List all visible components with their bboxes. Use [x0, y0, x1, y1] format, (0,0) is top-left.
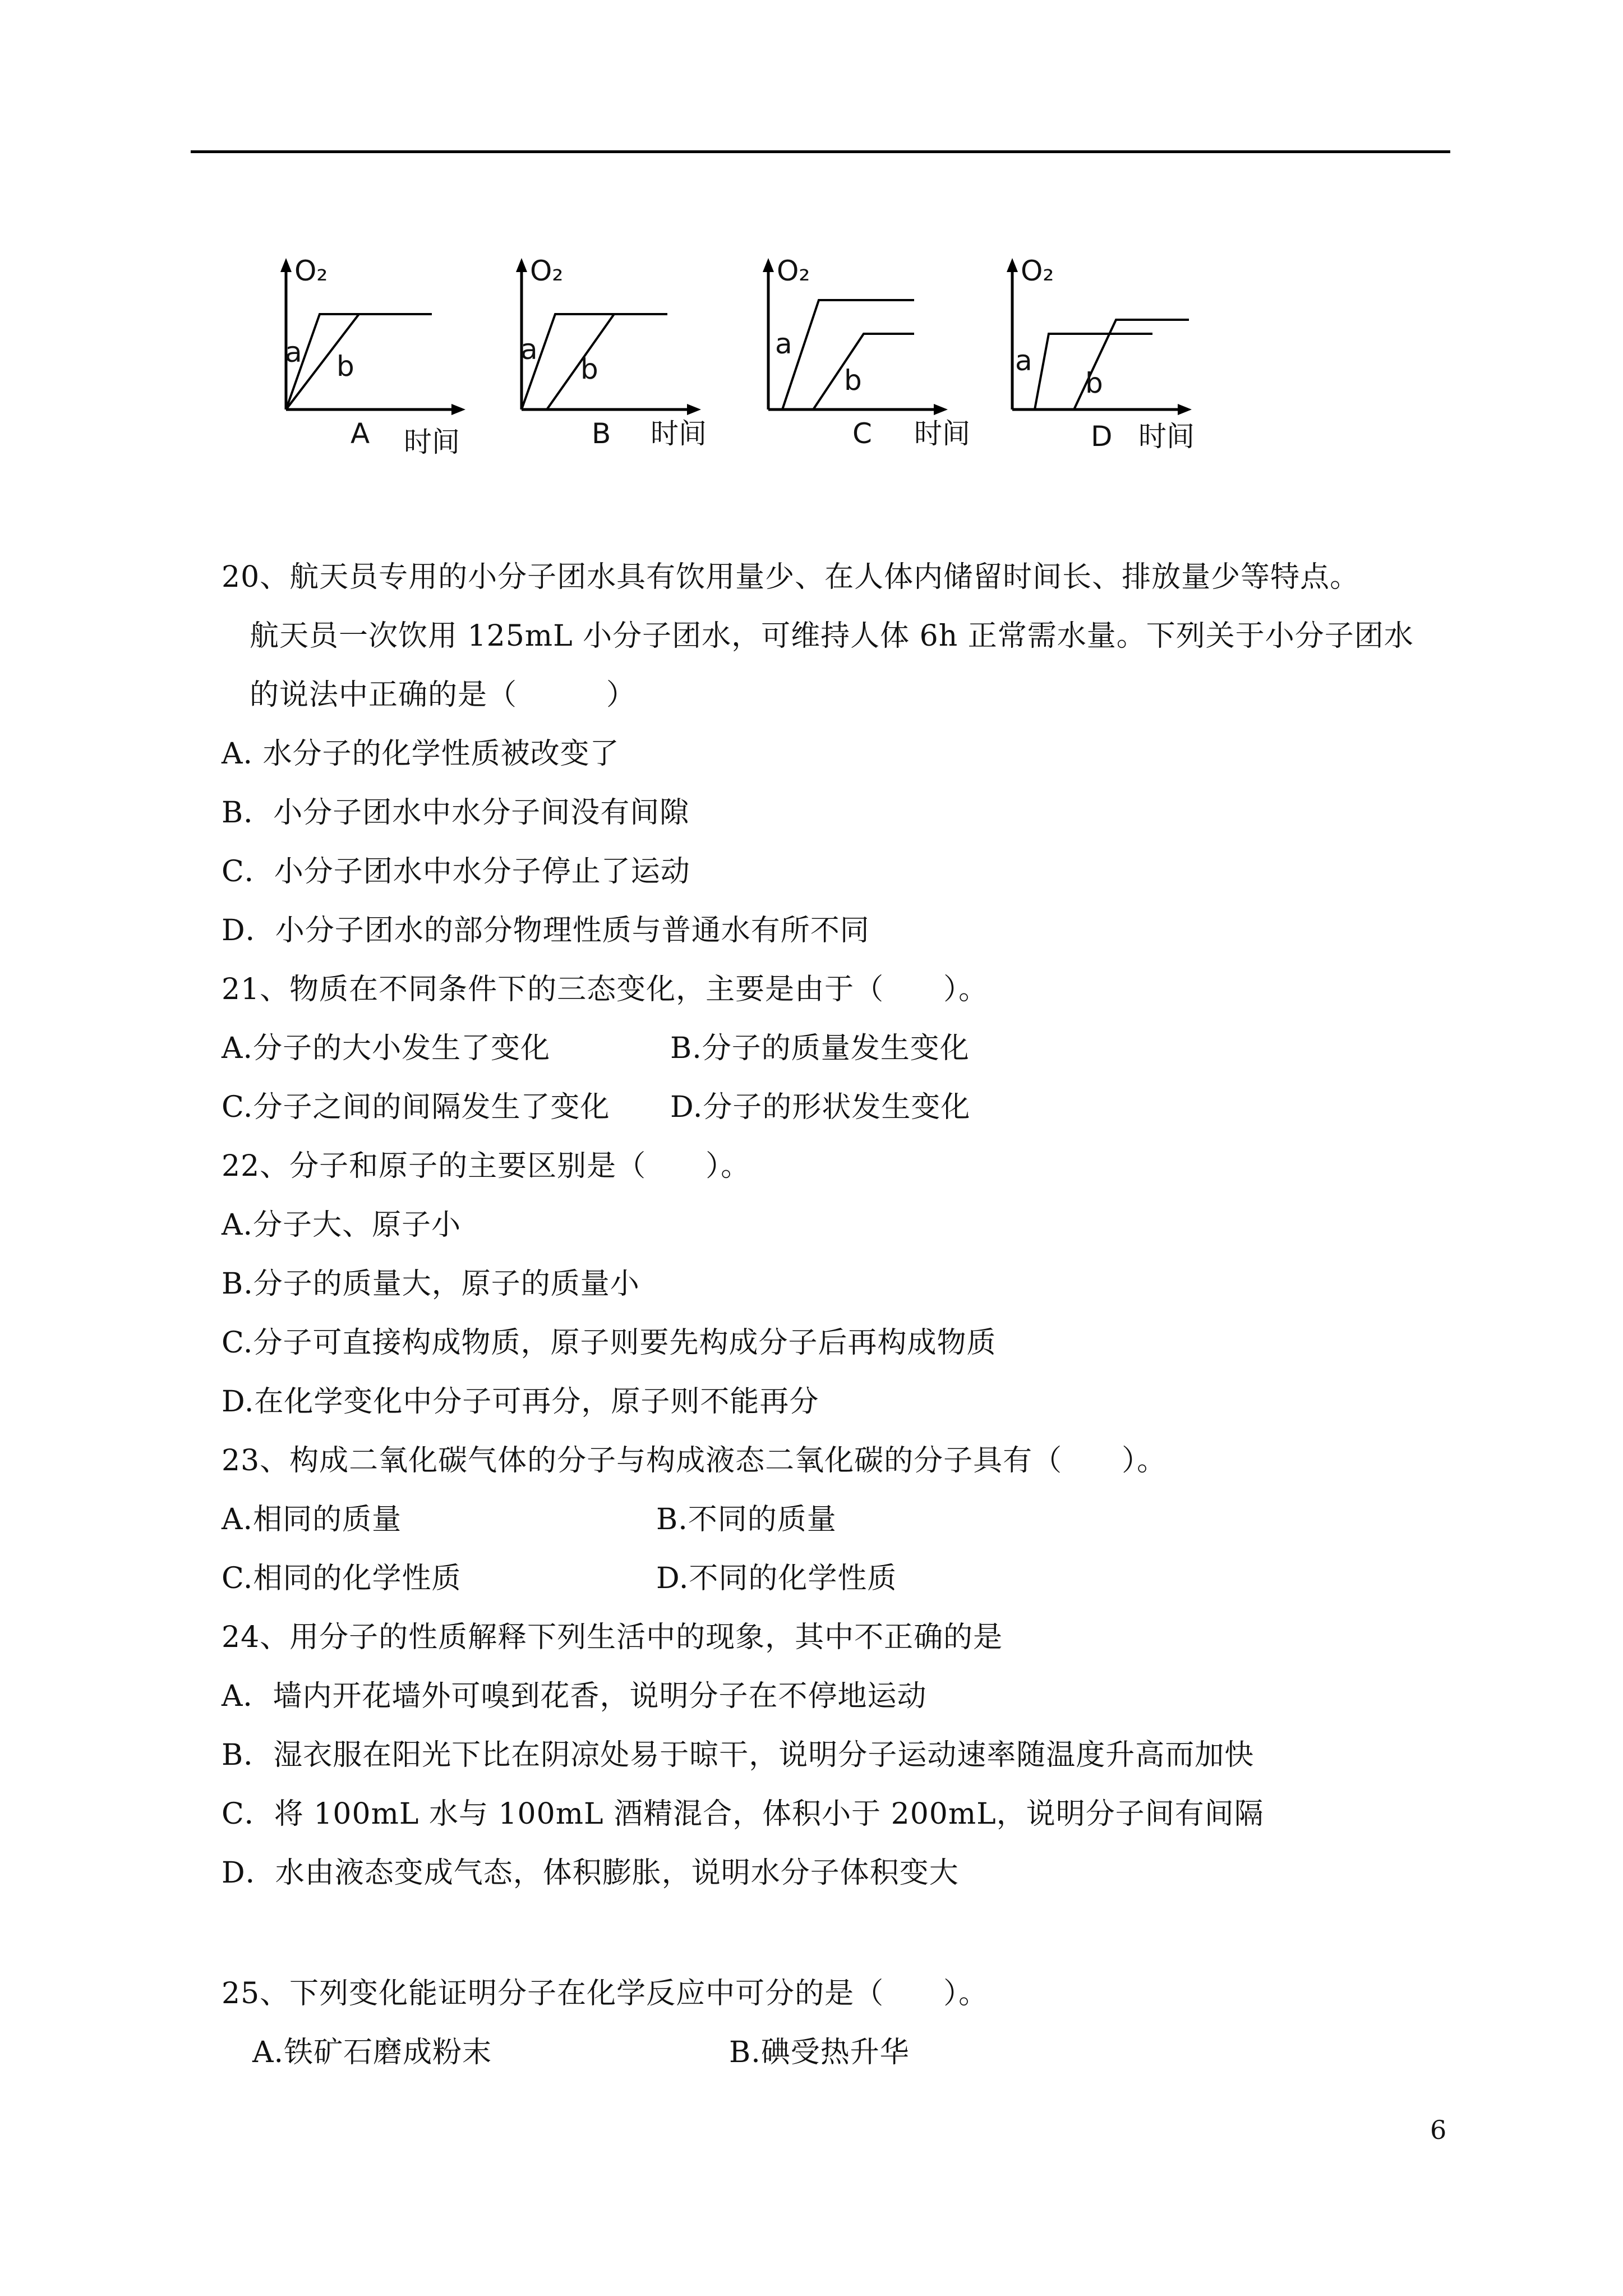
line-b-label: b	[580, 353, 598, 385]
line-b-label: b	[844, 364, 862, 397]
q21-stem: 21、物质在不同条件下的三态变化，主要是由于（ ）。	[222, 973, 989, 1006]
page-number: 6	[1430, 2115, 1447, 2145]
x-axis-label: 时间	[651, 417, 707, 450]
line-a-label: a	[1015, 344, 1032, 377]
axis-label: O₂	[1021, 255, 1054, 287]
line-b-label: b	[1085, 367, 1103, 399]
q20-option-b: B．小分子团水中水分子间没有间隙	[222, 796, 690, 830]
q24-option-a: A．墙内开花墙外可嗅到花香，说明分子在不停地运动	[222, 1680, 927, 1713]
line-b-label: b	[336, 350, 354, 383]
q23-option-a: A.相同的质量	[222, 1503, 402, 1536]
q24-stem: 24、用分子的性质解释下列生活中的现象，其中不正确的是	[222, 1621, 1003, 1654]
line-a-label: a	[775, 328, 792, 360]
line-a-label: a	[520, 333, 538, 366]
option-label: D	[1091, 420, 1113, 453]
option-label: B	[592, 417, 611, 450]
q22-option-c: C.分子可直接构成物质，原子则要先构成分子后再构成物质	[222, 1326, 997, 1360]
axis-label: O₂	[530, 255, 564, 287]
q25-option-b: B.碘受热升华	[729, 2036, 910, 2069]
q21-option-d: D.分子的形状发生变化	[670, 1091, 971, 1124]
q20-option-a: A. 水分子的化学性质被改变了	[222, 737, 620, 771]
axis-label: O₂	[777, 255, 810, 287]
x-axis-label: 时间	[914, 417, 970, 450]
graph-d	[995, 255, 1253, 482]
q22-option-d: D.在化学变化中分子可再分，原子则不能再分	[222, 1385, 819, 1419]
graph-b	[505, 255, 763, 482]
q24-option-c: C．将 100mL 水与 100mL 酒精混合，体积小于 200mL，说明分子间有间隔	[222, 1797, 1264, 1831]
q21-option-b: B.分子的质量发生变化	[670, 1032, 970, 1065]
graph-c	[751, 255, 1009, 482]
option-label: A	[351, 417, 370, 450]
q23-option-d: D.不同的化学性质	[656, 1562, 897, 1595]
q25-option-a: A.铁矿石磨成粉末	[252, 2036, 492, 2069]
x-axis-label: 时间	[1138, 420, 1195, 453]
q24-option-d: D．水由液态变成气态，体积膨胀，说明水分子体积变大	[222, 1856, 959, 1890]
q20-stem-line-2: 航天员一次饮用 125mL 小分子团水，可维持人体 6h 正常需水量。下列关于小分子团水	[250, 619, 1414, 653]
q24-option-b: B．湿衣服在阳光下比在阴凉处易于晾干，说明分子运动速率随温度升高而加快	[222, 1738, 1255, 1772]
q20-stem-line-1: 20、航天员专用的小分子团水具有饮用量少、在人体内储留时间长、排放量少等特点。	[222, 560, 1360, 594]
q21-option-c: C.分子之间的间隔发生了变化	[222, 1091, 610, 1124]
q23-option-b: B.不同的质量	[656, 1503, 837, 1536]
q25-stem: 25、下列变化能证明分子在化学反应中可分的是（ ）。	[222, 1977, 989, 2010]
q23-option-c: C.相同的化学性质	[222, 1562, 462, 1595]
x-axis-label: 时间	[404, 426, 460, 458]
q23-stem: 23、构成二氧化碳气体的分子与构成液态二氧化碳的分子具有（ ）。	[222, 1444, 1167, 1478]
q20-option-c: C．小分子团水中水分子停止了运动	[222, 855, 690, 889]
q22-option-a: A.分子大、原子小	[222, 1208, 462, 1242]
graph-a	[269, 255, 527, 482]
axis-label: O₂	[294, 255, 328, 287]
q22-option-b: B.分子的质量大，原子的质量小	[222, 1267, 640, 1301]
header-rule	[191, 150, 1450, 153]
line-a-label: a	[285, 336, 302, 369]
option-label: C	[852, 417, 872, 450]
q20-stem-line-3: 的说法中正确的是（ ）	[250, 678, 637, 712]
q20-option-d: D．小分子团水的部分物理性质与普通水有所不同	[222, 914, 870, 947]
q21-option-a: A.分子的大小发生了变化	[222, 1032, 551, 1065]
q22-stem: 22、分子和原子的主要区别是（ ）。	[222, 1149, 751, 1183]
